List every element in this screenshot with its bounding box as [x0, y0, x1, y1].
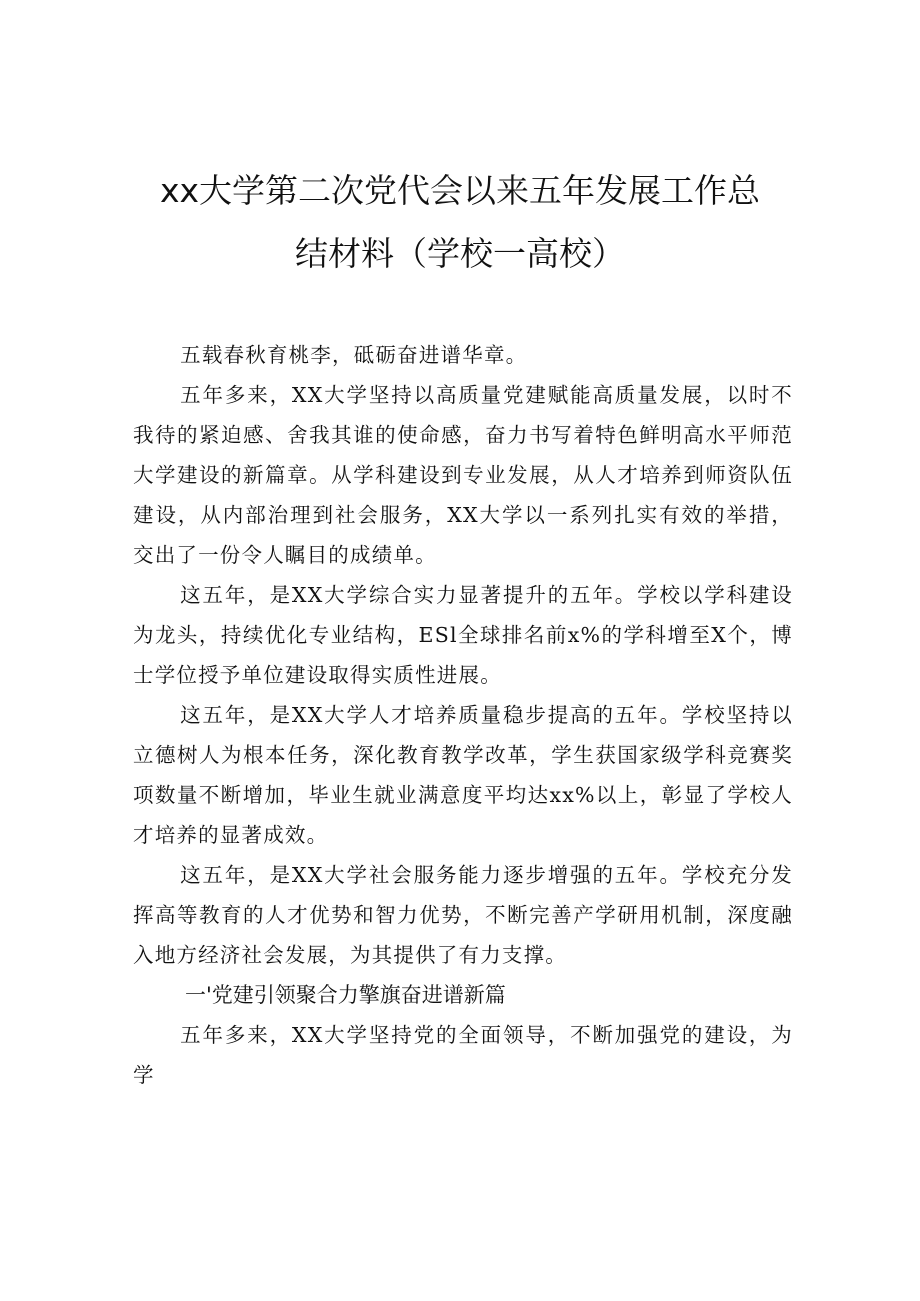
document-body [133, 335, 793, 1095]
document-title-line-1: xx大学第二次党代会以来五年发展工作总 [159, 171, 761, 210]
document-title-line-2: 结材料（学校一高校） [295, 234, 625, 273]
paragraph-overview: 五年多来，XX大学坚持以高质量党建赋能高质量发展，以时不我待的紧迫感、舍我其谁的使命感，奋力书写着特色鲜明高水平师范大学建设的新篇章。从学科建设到专业发展，从人才培养到师资队伍建设，从内部治理到社会服务，XX大学以一系列扎实有效的举措，交出了一份令人瞩目的成绩单。 [133, 383, 793, 567]
paragraph-talent: 这五年，是XX大学人才培养质量稳步提高的五年。学校坚持以立德树人为根本任务，深化教育教学改革，学生获国家级学科竞赛奖项数量不断增加，毕业生就业满意度平均达xx%以上，彰显了学校人才培养的显著成效。 [133, 703, 793, 847]
section-heading: 一'党建引领聚合力擎旗奋进谱新篇 [185, 983, 506, 1007]
paragraph-intro: 五载春秋育桃李，砥砺奋进谱华章。 [180, 343, 528, 367]
paragraph-service: 这五年，是XX大学社会服务能力逐步增强的五年。学校充分发挥高等教育的人才优势和智力优势，不断完善产学研用机制，深度融入地方经济社会发展，为其提供了有力支撑。 [133, 863, 793, 967]
paragraph-strength: 这五年，是XX大学综合实力显著提升的五年。学校以学科建设为龙头，持续优化专业结构，ESl全球排名前x%的学科增至X个，博士学位授予单位建设取得实质性进展。 [133, 583, 793, 687]
paragraph-section-1: 五年多来，XX大学坚持党的全面领导，不断加强党的建设，为学 [133, 1023, 793, 1087]
